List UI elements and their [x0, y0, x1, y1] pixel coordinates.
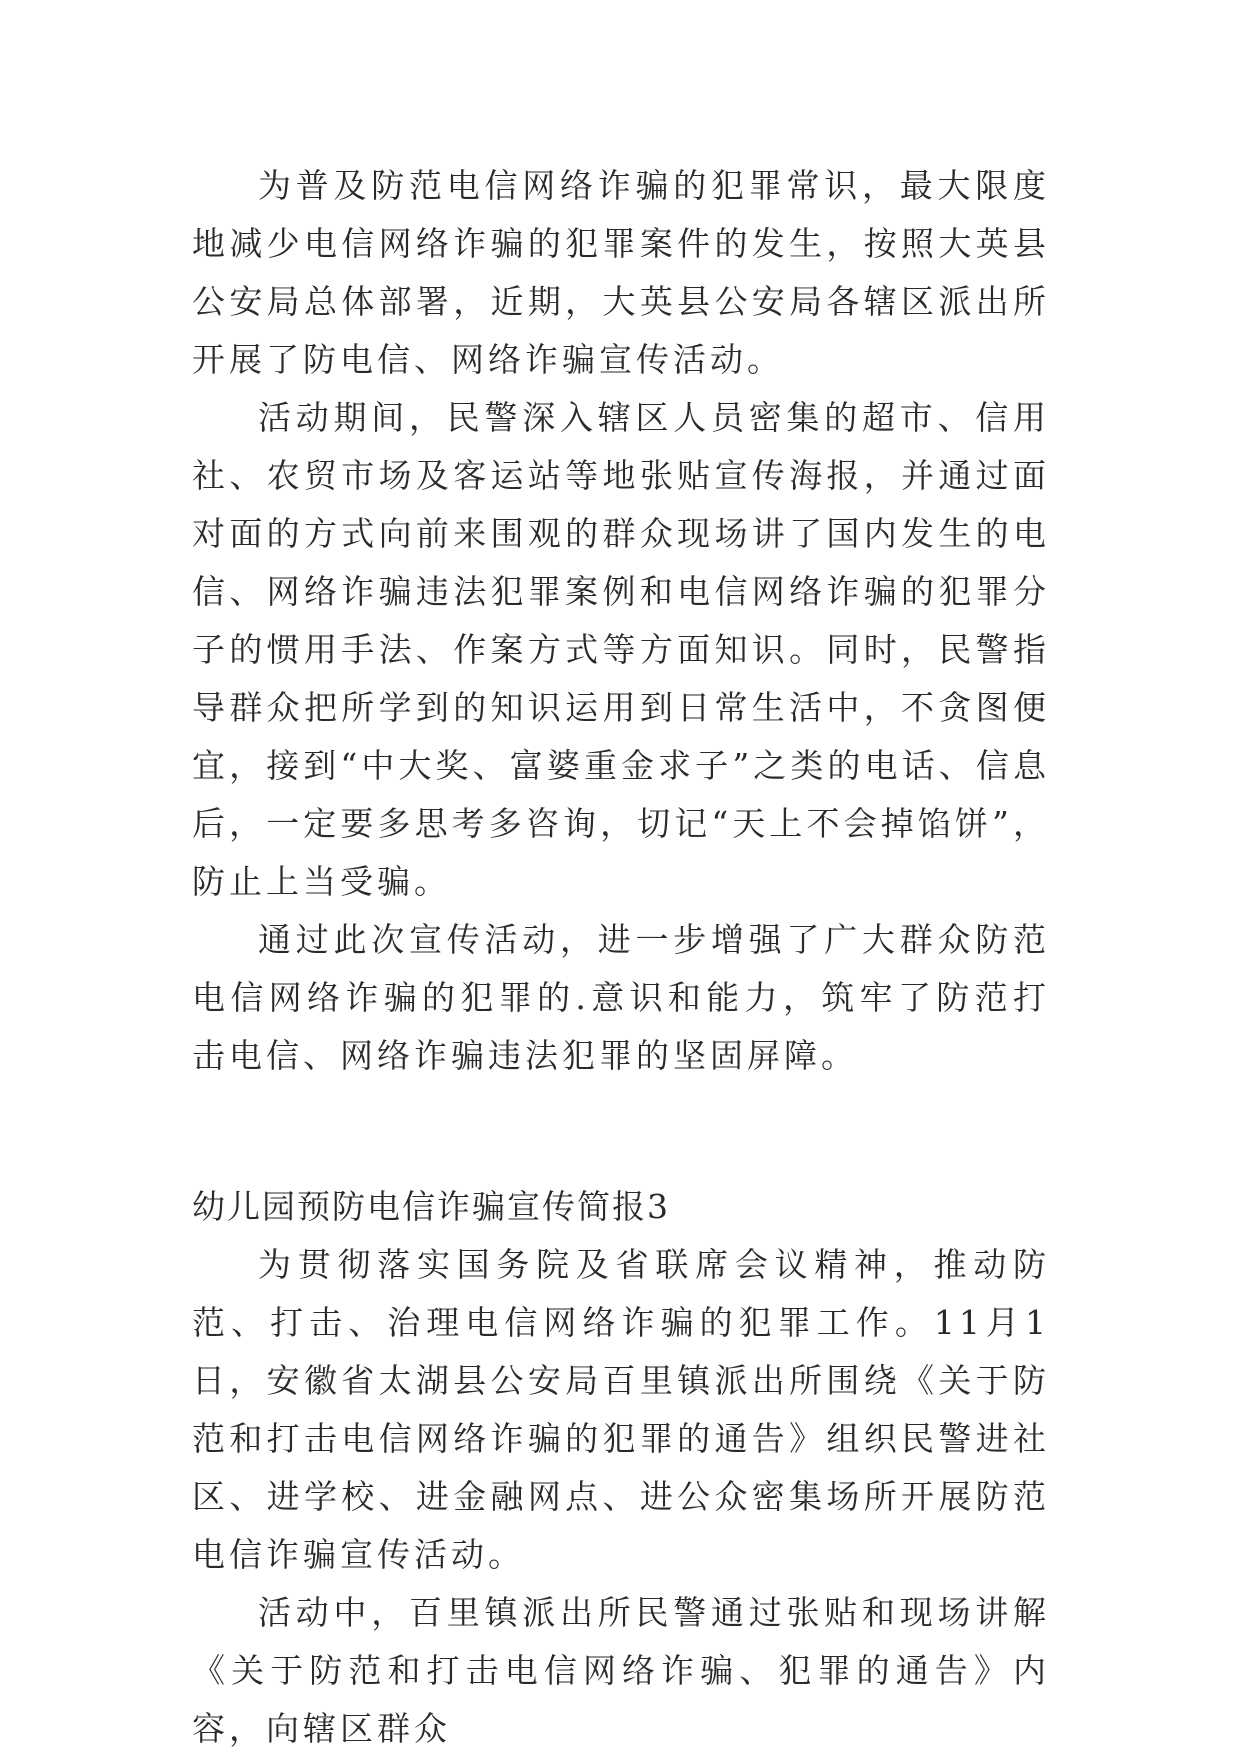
paragraph: 为普及防范电信网络诈骗的犯罪常识，最大限度地减少电信网络诈骗的犯罪案件的发生，按照大英县公安局总体部署，近期，大英县公安局各辖区派出所开展了防电信、网络诈骗宣传活动。: [192, 166, 1050, 379]
section-title: 幼儿园预防电信诈骗宣传简报3: [192, 1187, 670, 1226]
document-body-section-1: [192, 157, 1050, 1085]
paragraph: 活动期间，民警深入辖区人员密集的超市、信用社、农贸市场及客运站等地张贴宣传海报，并通过面对面的方式向前来围观的群众现场讲了国内发生的电信、网络诈骗违法犯罪案例和电信网络诈骗的犯罪分子的惯用手法、作案方式等方面知识。同时，民警指导群众把所学到的知识运用到日常生活中，不贪图便宜，接到“中大奖、富婆重金求子”之类的电话、信息后，一定要多思考多咨询，切记“天上不会掉馅饼”，防止上当受骗。: [192, 398, 1050, 901]
paragraph: 为贯彻落实国务院及省联席会议精神，推动防范、打击、治理电信网络诈骗的犯罪工作。11月1日，安徽省太湖县公安局百里镇派出所围绕《关于防范和打击电信网络诈骗的犯罪的通告》组织民警进社区、进学校、进金融网点、进公众密集场所开展防范电信诈骗宣传活动。: [192, 1245, 1050, 1574]
paragraph: 活动中，百里镇派出所民警通过张贴和现场讲解《关于防范和打击电信网络诈骗、犯罪的通告》内容，向辖区群众: [192, 1593, 1050, 1748]
paragraph: 通过此次宣传活动，进一步增强了广大群众防范电信网络诈骗的犯罪的.意识和能力，筑牢了防范打击电信、网络诈骗违法犯罪的坚固屏障。: [192, 920, 1050, 1075]
document-body-section-2: [192, 1236, 1050, 1758]
